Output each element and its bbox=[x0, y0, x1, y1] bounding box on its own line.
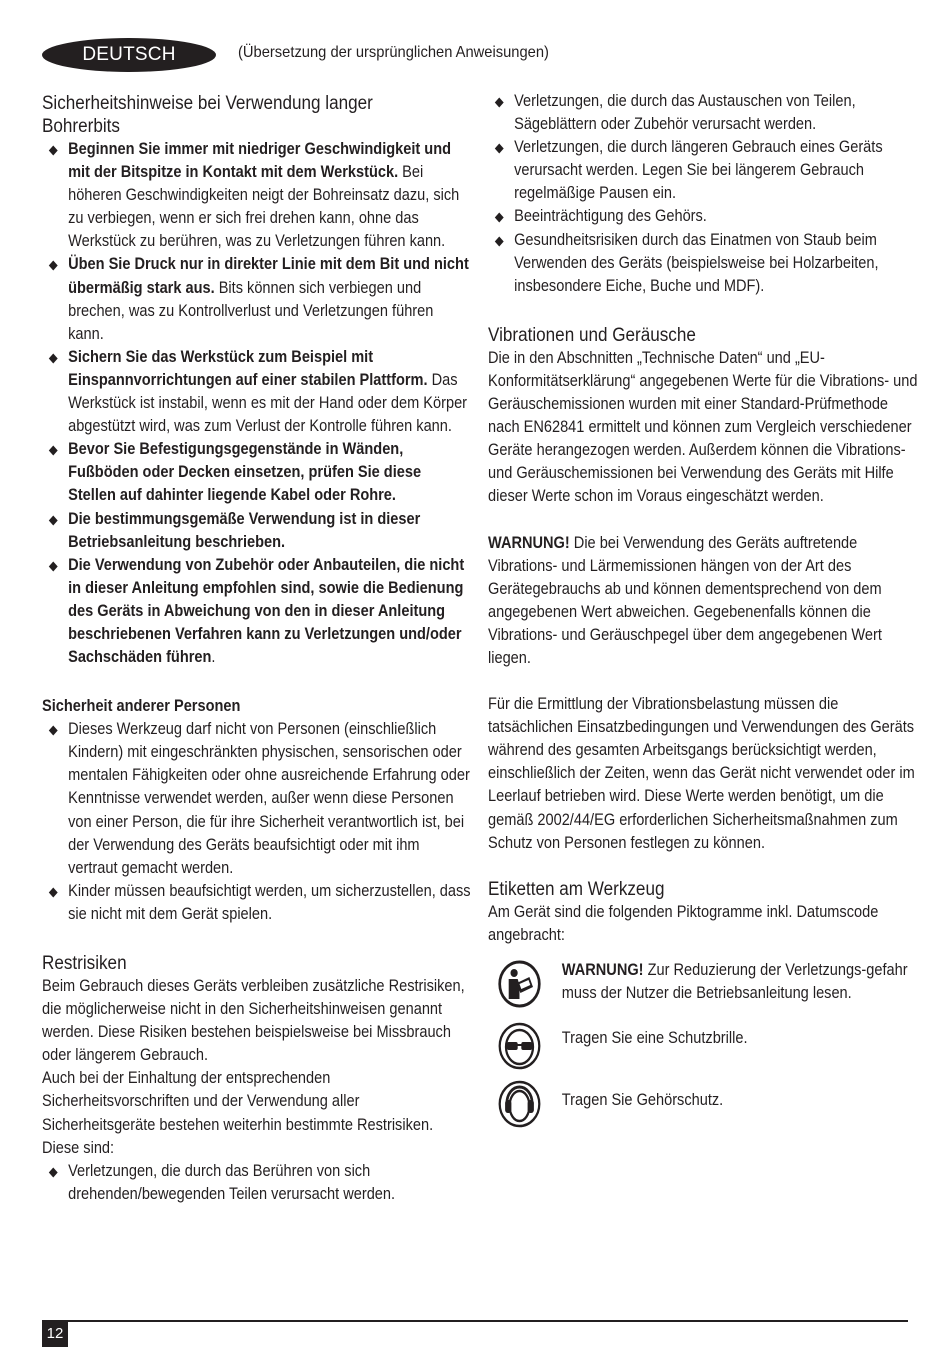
bullet-icon bbox=[495, 98, 504, 108]
item-text: Verletzungen, die durch das Austauschen von Teilen, Sägeblättern oder Zubehör verursacht werden. bbox=[514, 92, 856, 134]
warning-label: WARNUNG! bbox=[488, 533, 570, 552]
section-title-labels: Etiketten am Werkzeug bbox=[488, 878, 665, 900]
other-persons-list bbox=[42, 718, 472, 926]
bullet-icon bbox=[495, 236, 504, 246]
label-text bbox=[562, 1079, 918, 1112]
list-item bbox=[42, 138, 472, 253]
section-title-vibration: Vibrationen und Geräusche bbox=[488, 324, 696, 346]
list-item bbox=[488, 90, 918, 136]
bullet-icon bbox=[495, 144, 504, 154]
vibration-warning bbox=[488, 532, 918, 671]
warning-text: Die bei Verwendung des Geräts auftretende Vibrations- und Lärmemissionen hängen von der Art des Gerätegebrauchs ab und können dementsprechend von dem angegebenen Wert abweichen. Gegebenenfalls können die Vibrations- und Geräuschpegel über dem angegebenen Wert liegen. bbox=[488, 533, 882, 667]
item-text: Bei höheren Geschwindigkeiten neigt der Bohreinsatz dazu, sich zu verbiegen, wenn er sich frei drehen kann, ohne das Werkstück zu berühren, was zu Verletzungen führen kann. bbox=[68, 163, 460, 251]
label-row-safety-glasses bbox=[488, 1021, 918, 1071]
item-text: Dieses Werkzeug darf nicht von Personen (einschließlich Kindern) mit eingeschränkten physischen, sensorischen oder mentalen Fähigkeiten oder ohne ausreichende Erfahrung oder Kenntnisse verwendet werden, außer wenn diese Personen von einer Person, die für ihre Sicherheit verantwortlich ist, bei der Verwendung des Geräts beaufsichtigt oder mit ihm vertraut gemacht werden. bbox=[68, 720, 470, 877]
bullet-icon bbox=[49, 446, 58, 456]
page-number: 12 bbox=[42, 1320, 68, 1347]
item-bold: Die bestimmungsgemäße Verwendung ist in dieser Betriebsanleitung beschrieben. bbox=[68, 509, 421, 551]
label-row-read-manual bbox=[488, 959, 918, 1009]
item-text: Das Werkstück ist instabil, wenn es mit der Hand oder dem Körper abgestützt wird, was zum Verlust der Kontrolle führen kann. bbox=[68, 370, 468, 436]
labels-intro: Am Gerät sind die folgenden Piktogramme inkl. Datumscode angebracht: bbox=[488, 902, 879, 944]
vibration-paragraph: Die in den Abschnitten „Technische Daten“ und „EU-Konformitätserklärung“ angegebenen Werte für die Vibrations- und Geräuschemissionen wurden mit einer Standard-Prüfmethode nach EN62841 ermittelt und können zum Vergleich verschiedener Geräte herangezogen werden. Außerdem können die Vibrations- und Geräuschemissionen bei Verwendung des Geräts mit Hilfe dieser Werte schon im Voraus eingeschätzt werden. bbox=[488, 348, 918, 506]
safety-glasses-icon bbox=[497, 1021, 542, 1071]
language-badge: DEUTSCH bbox=[42, 38, 216, 72]
label-text bbox=[562, 959, 918, 1005]
label-description: Zur Reduzierung der Verletzungs-gefahr muss der Nutzer die Betriebsanleitung lesen. bbox=[561, 960, 908, 1002]
bullet-icon bbox=[49, 1167, 58, 1177]
item-text: Bits können sich verbiegen und brechen, was zu Kontrollverlust und Verletzungen führen kann. bbox=[68, 278, 434, 343]
residual-paragraph-2: Auch bei der Einhaltung der entsprechenden Sicherheitsvorschriften und der Verwendung aller Sicherheitsgeräte bestehen weiterhin bestimmte Restrisiken. Diese sind: bbox=[42, 1069, 434, 1157]
long-bits-list bbox=[42, 138, 472, 669]
translation-note: (Übersetzung der ursprünglichen Anweisungen) bbox=[238, 44, 549, 61]
residual-list bbox=[42, 1160, 472, 1206]
list-item bbox=[42, 880, 472, 926]
residual-list-continued bbox=[488, 90, 918, 298]
label-text bbox=[562, 1021, 918, 1050]
read-manual-icon bbox=[497, 959, 542, 1009]
section-title-other-persons: Sicherheit anderer Personen bbox=[42, 697, 241, 716]
label-description: Tragen Sie Gehörschutz. bbox=[561, 1090, 724, 1109]
warning-label: WARNUNG! bbox=[561, 960, 644, 979]
list-item bbox=[42, 554, 472, 669]
list-item bbox=[42, 253, 472, 345]
list-item bbox=[488, 229, 918, 298]
list-item bbox=[42, 1160, 472, 1206]
bullet-icon bbox=[49, 561, 58, 571]
section-title-residual-risks: Restrisiken bbox=[42, 953, 127, 974]
bullet-icon bbox=[495, 213, 504, 223]
item-bold: Beginnen Sie immer mit niedriger Geschwindigkeit und mit der Bitspitze in Kontakt mit dem Werkstück. bbox=[68, 140, 452, 182]
label-description: Tragen Sie eine Schutzbrille. bbox=[561, 1028, 748, 1047]
label-row-ear-protection bbox=[488, 1079, 918, 1129]
item-bold: Sichern Sie das Werkstück zum Beispiel mit Einspannvorrichtungen auf einer stabilen Plattform. bbox=[68, 347, 428, 389]
list-item bbox=[488, 205, 918, 228]
item-text: Kinder müssen beaufsichtigt werden, um sicherzustellen, dass sie nicht mit dem Gerät spielen. bbox=[68, 881, 471, 923]
section-title-long-bits: Sicherheitshinweise bei Verwendung langer Bohrerbits bbox=[42, 93, 373, 137]
footer-rule bbox=[42, 1320, 908, 1322]
residual-paragraph-1: Beim Gebrauch dieses Geräts verbleiben zusätzliche Restrisiken, die möglicherweise nicht in den Sicherheitshinweisen genannt werden. Diese Risiken bestehen beispielsweise bei Missbrauch oder längerem Gebrauch. bbox=[42, 977, 465, 1065]
bullet-icon bbox=[49, 515, 58, 525]
left-column bbox=[42, 92, 472, 1206]
bullet-icon bbox=[49, 146, 58, 156]
list-item bbox=[488, 136, 918, 205]
item-text: Beeinträchtigung des Gehörs. bbox=[514, 207, 707, 226]
item-bold: Bevor Sie Befestigungsgegenstände in Wänden, Fußböden oder Decken einsetzen, prüfen Sie diese Stellen auf dahinter liegende Kabel oder Rohre. bbox=[68, 440, 422, 505]
list-item bbox=[42, 508, 472, 554]
bullet-icon bbox=[49, 353, 58, 363]
item-bold: Die Verwendung von Zubehör oder Anbauteilen, die nicht in dieser Anleitung empfohlen sind, sowie die Bedienung des Geräts in Abweichung von den in dieser Anleitung beschriebenen Verfahren kann zu Verletzungen und/oder Sachschäden führen bbox=[68, 555, 465, 667]
bullet-icon bbox=[49, 887, 58, 897]
item-text: Gesundheitsrisiken durch das Einatmen von Staub beim Verwenden des Geräts (beispielsweise bei Holzarbeiten, insbesondere Eiche, Buche und MDF). bbox=[514, 230, 879, 295]
bullet-icon bbox=[49, 261, 58, 271]
list-item bbox=[42, 718, 472, 880]
item-bold: Üben Sie Druck nur in direkter Linie mit dem Bit und nicht übermäßig stark aus. bbox=[68, 255, 469, 297]
ear-protection-icon bbox=[497, 1079, 542, 1129]
list-item bbox=[42, 438, 472, 507]
vibration-exposure-paragraph: Für die Ermittlung der Vibrationsbelastung müssen die tatsächlichen Einsatzbedingungen und Verwendungen des Geräts während des gesamten Arbeitsgangs berücksichtigt werden, einschließlich der Zeiten, wenn das Gerät nicht verwendet oder im Leerlauf betrieben wird. Diese Werte werden benötigt, um die gemäß 2002/44/EG erforderlichen Sicherheitsmaßnahmen zum Schutz von Personen festlegen zu können. bbox=[488, 695, 915, 852]
list-item bbox=[42, 346, 472, 438]
right-column bbox=[488, 90, 918, 1129]
item-text: Verletzungen, die durch das Berühren von sich drehenden/bewegenden Teilen verursacht werden. bbox=[68, 1161, 396, 1203]
item-text: . bbox=[211, 648, 216, 667]
bullet-icon bbox=[49, 726, 58, 736]
item-text: Verletzungen, die durch längeren Gebrauch eines Geräts verursacht werden. Legen Sie bei längerem Gebrauch regelmäßige Pausen ein. bbox=[514, 138, 883, 203]
